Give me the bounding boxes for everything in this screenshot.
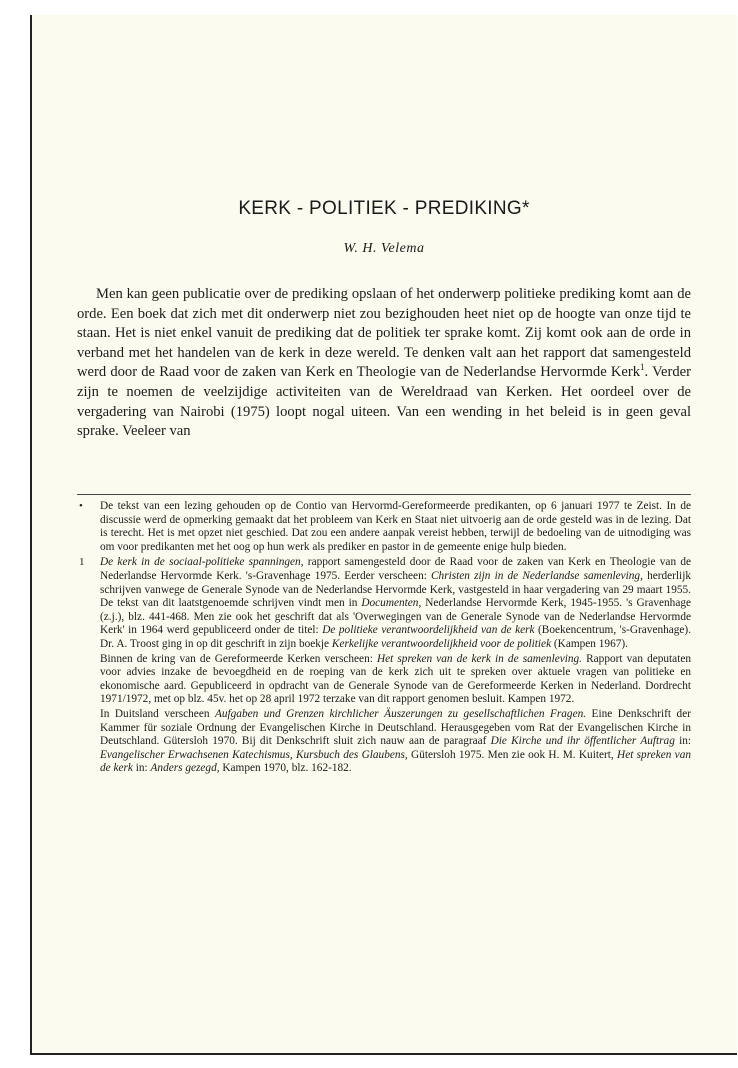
- footnote-paragraph: [100, 708, 691, 776]
- article-author: W. H. Velema: [343, 241, 425, 256]
- body-text-part: . Verder zijn te noemen de veelzijdige activiteiten van de Wereldraad van Kerken. Het oordeel over de vergadering van Nairobi (1975) loopt nogal uiteen. Van een wending in het beleid is in geen geval sprake. Veeleer van: [77, 364, 691, 440]
- footnote-1: [77, 556, 691, 776]
- footnote-divider: [77, 494, 691, 495]
- footnote-text: De tekst van een lezing gehouden op de Contio van Hervormd-Gereformeerde predikanten, op 6 januari 1977 te Zeist. In de discussie werd de opmerking gemaakt dat het probleem van Kerk en Staat niet uitvoerig aan de orde gesteld was in de lezing. Dat is terecht. Het is met opzet niet geschied. Dat zou een andere aanpak vereist hebben, terwijl de bedoeling van de uitnodiging was om voor predikanten met het oog op hun werk als prediker en pastor in de gemeente enige hulp bieden.: [100, 500, 691, 553]
- footnote-text: Eine Denkschrift der Kammer für soziale Ordnung der Evangelischen Kirche in Deutschland. Herausgegeben vom Rat der Evangelischen Kirche in Deutschland. Gütersloh 1970. Bij dit Denkschrift sluit zich nauw aan de paragraaf: [100, 707, 691, 748]
- citation-title: De politieke verantwoordelijkheid van de kerk: [322, 624, 535, 637]
- body-text-part: Men kan geen publicatie over de prediking opslaan of het onderwerp politieke prediking komt aan de orde. Een boek dat zich met dit onderwerp niet zou bezighouden heet niet op de hoogte van onze tijd te staan. Het is niet enkel vanuit de prediking dat de politiek ter sprake komt. Zij komt ook aan de orde in verband met het handelen van de kerk in deze wereld. Te denken valt aan het rapport dat samengesteld werd door de Raad voor de zaken van Kerk en Theologie van de Nederlandse Hervormde Kerk: [77, 286, 691, 381]
- citation-title: Die Kirche und ihr öffentlicher Auftrag: [490, 735, 675, 748]
- footnote-mark: 1: [79, 556, 85, 569]
- footnote-text: (Boekencentrum, 's-Gravenhage). Dr. A. Troost ging in op dit geschrift in zijn boekje: [100, 624, 692, 650]
- citation-title: Het spreken van de kerk in de samenleving.: [376, 652, 583, 665]
- citation-title: Kerkelijke verantwoordelijkheid voor de politiek: [331, 637, 552, 650]
- footnote-text: herderlijk schrijven vanwege de Generale Synode van de Nederlandse Hervormde Kerk, vastgesteld in haar vergadering van 29 maart 1955. De tekst van dit laatstgenoemde schrijven vindt men in: [100, 569, 691, 610]
- footnote-paragraph: [100, 653, 691, 707]
- footnote-text: In Duitsland verscheen: [100, 707, 215, 720]
- footnote-text: Nederlandse Hervormde Kerk, 1945-1955. 's Gravenhage (z.j.), blz. 441-468. Men zie ook het geschrift dat als 'Overwegingen van de Generale Synode van de Nederlandse Hervormde Kerk' in 1964 werd gepubliceerd onder de titel:: [100, 597, 692, 637]
- footnote-text: (Kampen 1967).: [551, 637, 628, 650]
- citation-title: Anders gezegd,: [150, 762, 220, 775]
- body-paragraph: [77, 285, 691, 442]
- footnote-text: Binnen de kring van de Gereformeerde Kerken verscheen:: [100, 652, 377, 665]
- article-title: KERK - POLITIEK - PREDIKING*: [238, 198, 530, 219]
- footnote-text: Kampen 1970, blz. 162-182.: [219, 762, 352, 775]
- citation-title: De kerk in de sociaal-politieke spanningen,: [100, 556, 304, 569]
- footnote-text: in:: [674, 735, 691, 748]
- citation-title: Evangelischer Erwachsenen Katechismus, Kursbuch des Glaubens,: [100, 748, 408, 761]
- footnote-mark: •: [79, 500, 83, 512]
- footnote-text: in:: [132, 762, 151, 775]
- footnote-paragraph: [100, 556, 691, 651]
- citation-title: Het spreken van de kerk: [100, 748, 691, 775]
- footnote-star: [77, 500, 691, 554]
- citation-title: Aufgaben und Grenzen kirchlicher Äuszerungen zu gesellschaftlichen Fragen.: [214, 707, 587, 720]
- scanned-page: [30, 15, 737, 1055]
- footnote-text: Gütersloh 1975. Men zie ook H. M. Kuitert,: [407, 748, 618, 761]
- footnote-text: Rapport van deputaten voor advies inzake de bevoegdheid en de roeping van de kerk zich uit te spreken over aktuele vragen van politieke en ekonomische aard. Gepubliceerd in opdracht van de Generale Synode van de Gereformeerde Kerken in Nederland. Dordrecht 1971/1972, met op blz. 45v. het op 28 april 1972 terzake van dit rapport genomen besluit. Kampen 1972.: [100, 652, 691, 706]
- citation-title: Documenten,: [361, 597, 422, 610]
- footnote-text: rapport samengesteld door de Raad voor de zaken van Kerk en Theologie van de Nederlandse Hervormde Kerk. 's-Gravenhage 1975. Eerder verscheen:: [100, 556, 692, 582]
- footnote-ref-1: 1: [640, 362, 645, 373]
- citation-title: Christen zijn in de Nederlandse samenleving,: [431, 569, 643, 582]
- footnotes: [77, 500, 691, 778]
